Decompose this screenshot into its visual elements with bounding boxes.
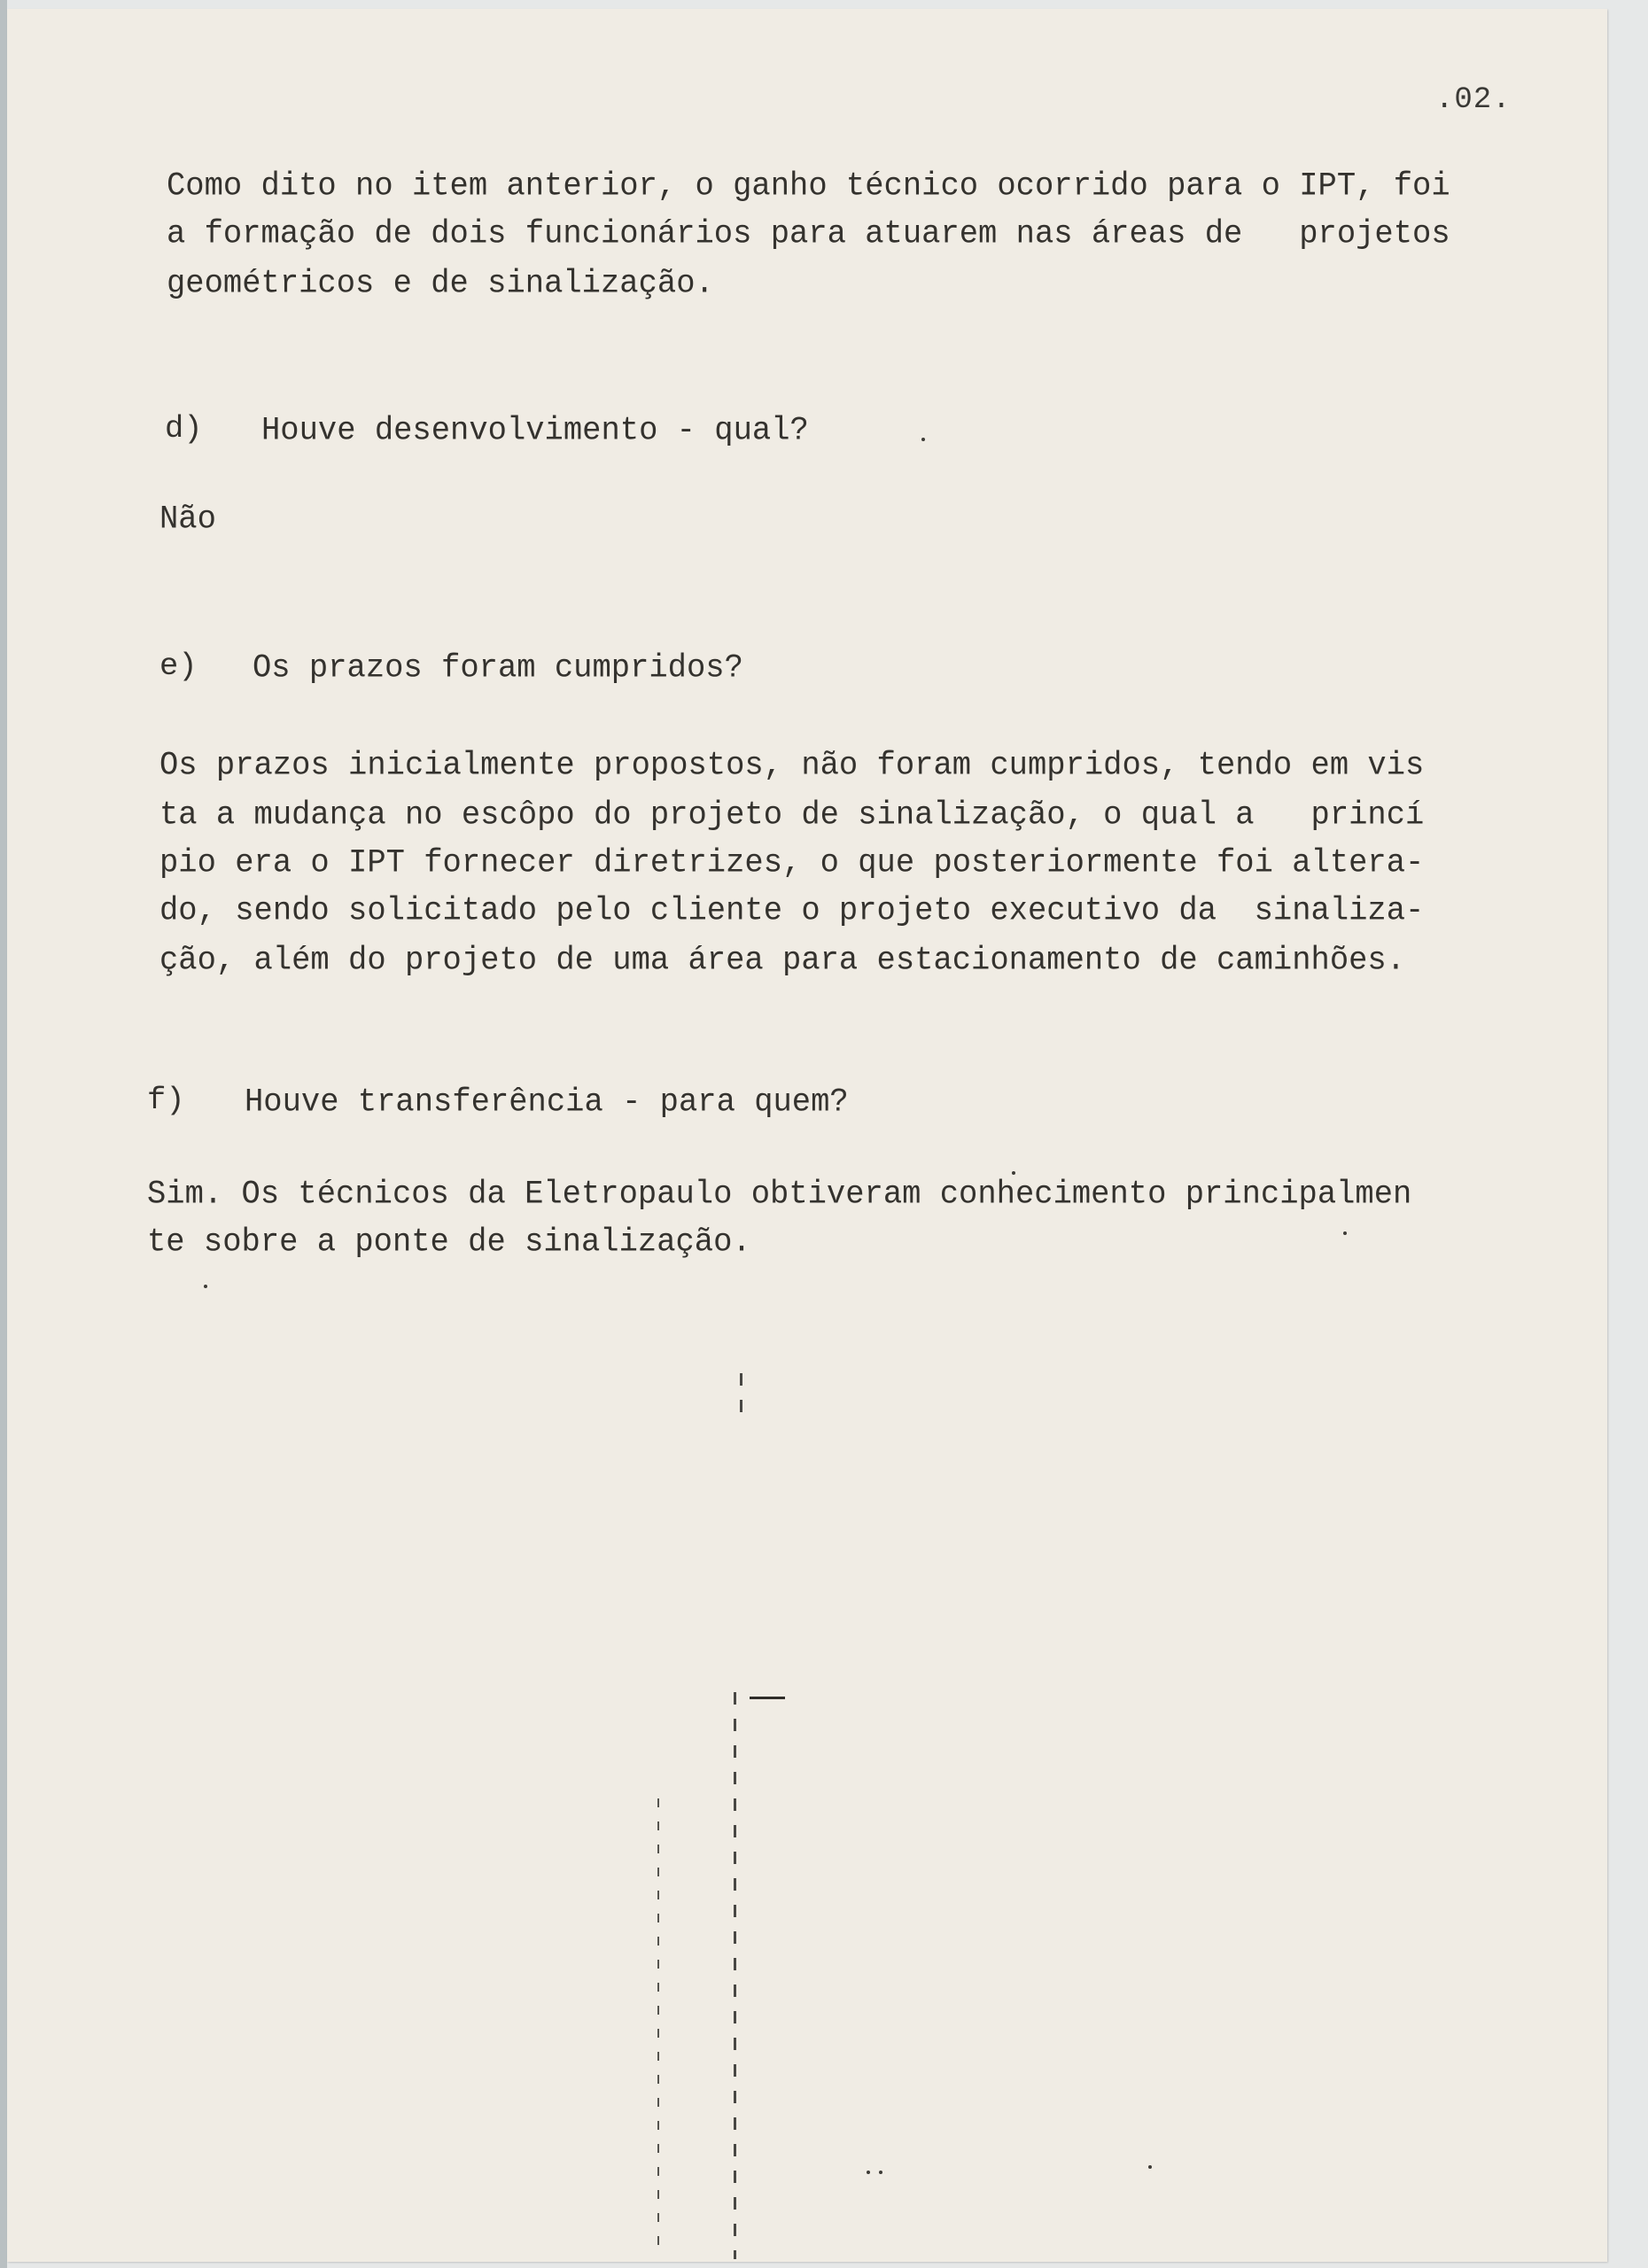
scan-speck	[867, 2171, 870, 2174]
paragraph-line: Como dito no item anterior, o ganho técnico ocorrido para o IPT, foi	[167, 166, 1450, 205]
scan-artifact-mark	[750, 1697, 785, 1699]
scan-speck	[1343, 1231, 1347, 1235]
section-label: d)	[165, 410, 203, 447]
scanner-edge	[0, 0, 7, 2268]
page-number: .02.	[1435, 83, 1512, 117]
scan-artifact-mark	[740, 1373, 742, 1426]
section-answer-line: ção, além do projeto de uma área para estacionamento de caminhões.	[159, 940, 1406, 979]
section-answer-line: ta a mudança no escôpo do projeto de sinalização, o qual a princí	[159, 795, 1425, 834]
section-answer-line: Os prazos inicialmente propostos, não foram cumpridos, tendo em vis	[159, 745, 1425, 784]
section-question: Houve desenvolvimento - qual?	[261, 410, 809, 449]
section-answer-line: do, sendo solicitado pelo cliente o projeto executivo da sinaliza-	[159, 890, 1425, 929]
paragraph-line: geométricos e de sinalização.	[167, 263, 714, 302]
section-label: f)	[147, 1082, 185, 1118]
section-answer: Não	[159, 499, 216, 538]
section-question: Houve transferência - para quem?	[245, 1082, 849, 1121]
scan-artifact-mark	[734, 1692, 736, 2259]
scan-speck	[1012, 1171, 1015, 1175]
section-answer-line: te sobre a ponte de sinalização.	[147, 1222, 751, 1261]
document-page	[7, 9, 1607, 2262]
scan-artifact-mark	[657, 1798, 659, 2259]
section-answer-line: pio era o IPT fornecer diretrizes, o que posteriormente foi altera-	[159, 843, 1425, 882]
section-question: Os prazos foram cumpridos?	[253, 648, 743, 687]
section-label: e)	[159, 648, 198, 684]
scan-speck	[204, 1285, 207, 1288]
paragraph-line: a formação de dois funcionários para atuarem nas áreas de projetos	[167, 214, 1450, 252]
scan-speck	[1148, 2165, 1152, 2169]
scan-speck	[921, 438, 925, 441]
scan-speck	[879, 2171, 882, 2174]
section-answer-line: Sim. Os técnicos da Eletropaulo obtiveram conhecimento principalmen	[147, 1174, 1412, 1213]
